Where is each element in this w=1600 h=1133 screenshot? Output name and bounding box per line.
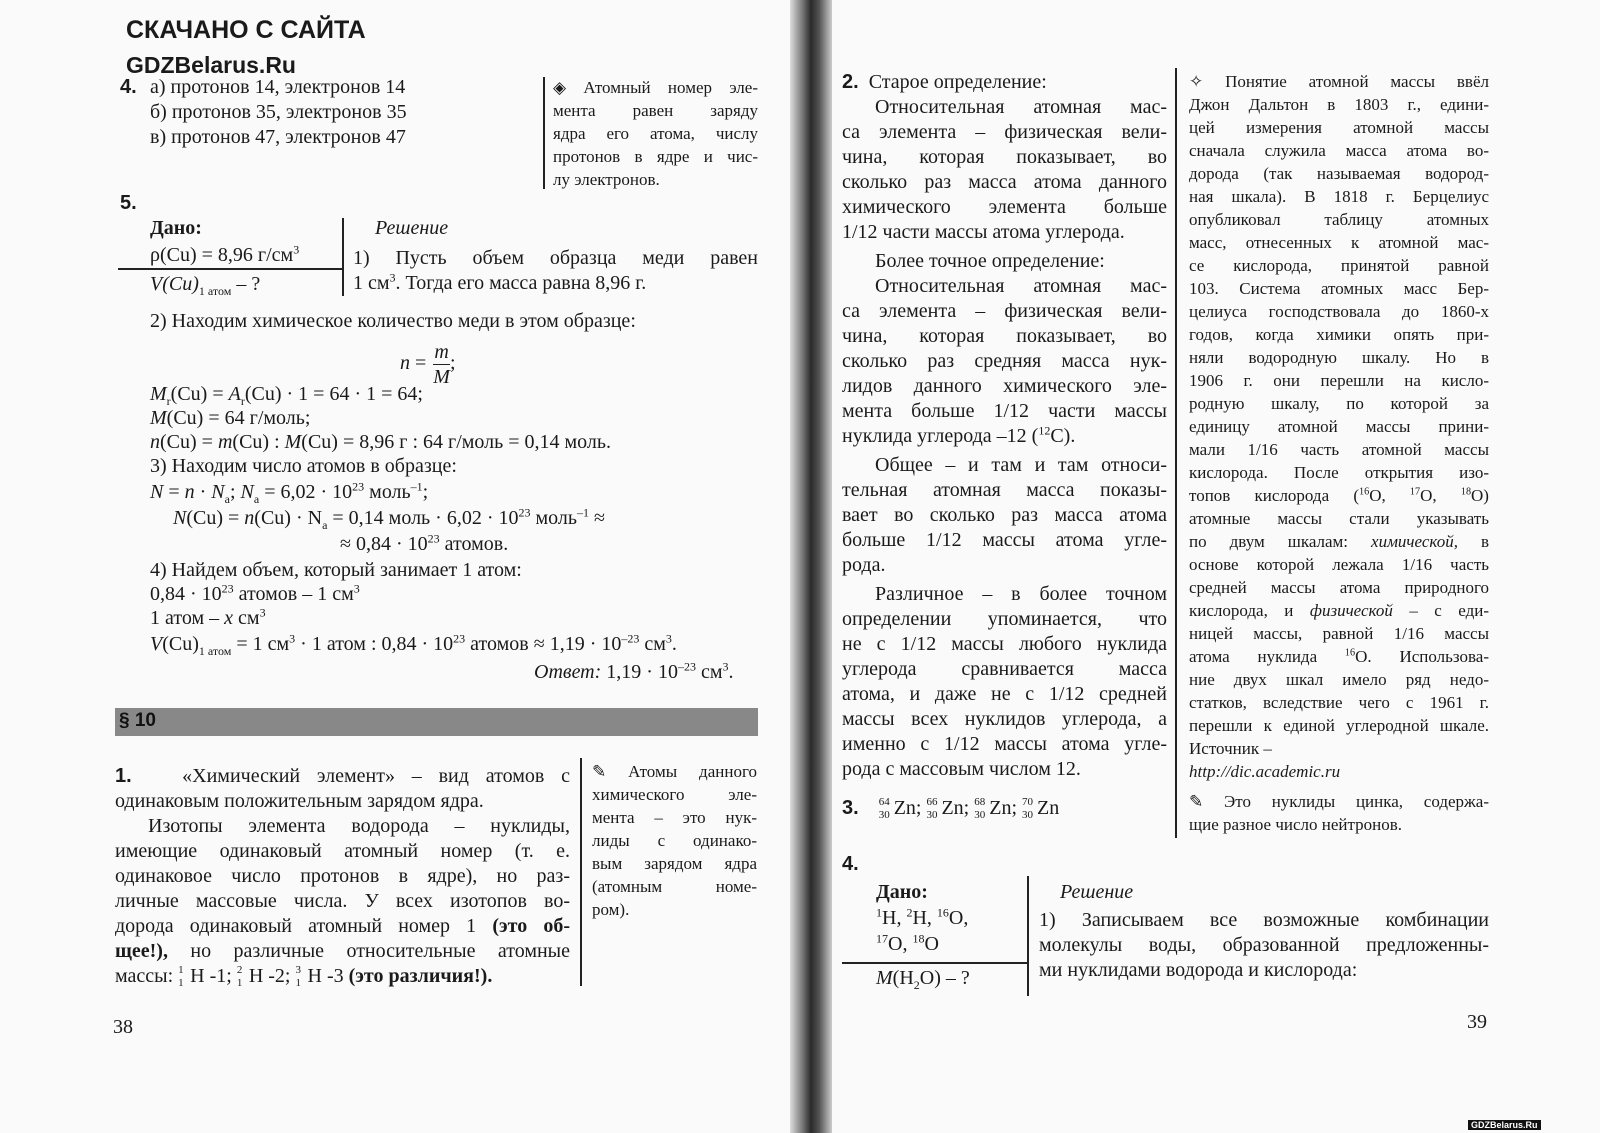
left-page: [0, 0, 790, 1133]
section-title: § 10: [119, 710, 156, 731]
section-bar: [115, 708, 758, 736]
source-link[interactable]: http://dic.academic.ru: [1189, 762, 1341, 781]
q5-step4: 4) Найдем объем, который занимает 1 атом:: [150, 559, 522, 581]
q3-text: 3. 64 30 Zn; 66 30 Zn; 68 30 Zn; 70 30 Zn: [842, 796, 1060, 822]
watermark-footer: GDZBelarus.Ru: [1468, 1120, 1541, 1130]
q3-note: ✎ Это нуклиды цинка, содержа- щие разное число нейтронов.: [1189, 792, 1489, 834]
q4r-given-label: Дано:: [876, 881, 928, 903]
book-gutter: [790, 0, 832, 1133]
q4-note-rule: [543, 77, 545, 189]
q4r-given-1: $^1$H, $^2$H, $^{16}$O,: [876, 905, 969, 929]
q5-eq1: $M_r(Cu) = A_r(Cu) \cdot 1 = 64 \cdot 1 = 64$;: [150, 383, 423, 408]
diamond-icon: ◈: [553, 78, 567, 97]
q4r-given-vrule: [1027, 876, 1029, 996]
nuclide-zn-70: 70 30 Zn: [1022, 796, 1060, 822]
q5-step3: 3) Находим число атомов в образце:: [150, 455, 457, 477]
q2-text: 2. Старое определение: Относительная атомная мас- са элемента – физическая вели- чина, которая показывает, во сколько раз масса атома данного химического элемента больше 1/12 части массы атома углерода. Более точное определение: Относительная атомная мас- са элемента – физическая вели- чина, которая показывает, во сколько раз средняя масса нук- лидов данного химического эле- мента больше 1/12 части массы нуклида углерода –12 ($^{12}$C). Общее – и там и там относи- тельная атомная масса показы- вает во сколько раз масса атома больше 1/12 массы атома угле- рода. Различное – в более точном определении упоминается, что не с 1/12 массы любого нуклида углерода сравнивается масса атома, и даже не с 1/12 средней массы всех нуклидов углерода, а именно с 1/12 массы атома угле- рода с массовым числом 12.: [842, 71, 1167, 780]
q5-formula: n = $\frac{m}{M}$ ;: [400, 341, 456, 388]
watermark-line2: GDZBelarus.Ru: [126, 52, 296, 78]
q4-number: 4.: [120, 76, 137, 98]
q4-line-b: б) протонов 35, электронов 35: [150, 101, 407, 123]
q5-step1: 1) Пусть объем образца меди равен 1 $см^3$. Тогда его масса равна 8,96 г.: [353, 247, 758, 294]
q5-eq5: $N(Cu) = n(Cu) \cdot N_a = 0,14$ моль · $6,02 \cdot 10^{23}$ моль$^{-1}$ ≈: [173, 505, 605, 532]
q4-line-a: а) протонов 14, электронов 14: [150, 76, 406, 98]
q5-eq6: ≈ $0,84 \cdot 10^{23}$ атомов.: [340, 531, 509, 555]
pencil-icon: ✎: [1189, 792, 1204, 811]
q4r-given-2: $^{17}$O, $^{18}$O: [876, 931, 939, 955]
s10-q1-note: ✎ Атомы данного химического эле- мента – это нук- лиды с одинако- вым зарядом ядра (атомным номе- ром).: [592, 762, 757, 919]
star-icon: ✧: [1189, 72, 1204, 91]
q5-step2: 2) Находим химическое количество меди в этом образце:: [150, 310, 636, 332]
q5-solution-label: Решение: [375, 217, 449, 239]
q5-given: ρ(Cu) = 8,96 $г/см^3$: [150, 242, 300, 266]
q4r-number: 4.: [842, 853, 859, 875]
page-number-right: 39: [1467, 1011, 1487, 1033]
q5-eq2: M(Cu) = 64 г/моль;: [150, 407, 311, 429]
q4-line-c: в) протонов 47, электронов 47: [150, 126, 406, 148]
s10-q1-note-rule: [580, 758, 582, 986]
nuclide-zn-64: 64 30 Zn;: [878, 796, 922, 822]
history-note: ✧ Понятие атомной массы ввёл Джон Дальтон в 1803 г., едини- цей измерения атомной массы сначала служила масса атома во- дорода (так называемая водород- ная шкала). В 1818 г. Берцелиус опубликовал таблицу атомных масс, отнесенных к атомной мас- се кислорода, принятой равной 103. Система атомных масс Бер- целиуса господствовала до 1860-х годов, когда химики опять при- няли водородную шкалу. Но в 1906 г. они перешли на кисло- родную шкалу, по которой за единицу атомной массы прини- мали 1/16 часть атомной массы кислорода. После открытия изо- топов кислорода ($^{16}$O, $^{17}$O, $^{18}$O) атомные массы стали указывать по двум шкалам: химической, в основе которой лежала 1/16 часть средней массы атома природного кислорода, и физической – с еди- ницей массы, равной 1/16 массы атома нуклида $^{16}$O. Использова- ние двух шкал имело ряд недо- статков, вследствие чего с 1961 г. перешли к единой углеродной шкале. Источник – http://dic.academic.ru: [1189, 72, 1489, 781]
q5-answer: Ответ: $1,19 \cdot 10^{-23}$ $см^3$.: [534, 659, 734, 683]
q4r-step1: 1) Записываем все возможные комбинации молекулы воды, образованной предложенны- ми нуклидами водорода и кислорода:: [1039, 909, 1489, 981]
q5-eq3: n(Cu) = m(Cu) : M(Cu) = 8,96 г : 64 г/моль = 0,14 моль.: [150, 431, 612, 453]
q5-eq8: 1 атом – x $см^3$: [150, 605, 266, 629]
q5-eq4: $N = n \cdot N_a$; $N_a = 6,02 \cdot 10^{23}$ моль$^{-1}$;: [150, 479, 429, 506]
q5-find: $V(Cu)_{1 атом}$ – ?: [150, 273, 261, 298]
history-note-rule: [1175, 68, 1177, 838]
watermark-line1: СКАЧАНО С САЙТА: [126, 16, 366, 44]
q4r-solution-label: Решение: [1060, 881, 1134, 903]
nuclide-zn-68: 68 30 Zn;: [974, 796, 1018, 822]
q4r-find: $M(H_2O)$ – ?: [876, 967, 970, 992]
nuclide-zn-66: 66 30 Zn;: [926, 796, 970, 822]
q5-given-label: Дано:: [150, 217, 202, 239]
q5-eq7: $0,84 \cdot 10^{23}$ атомов – 1 $см^3$: [150, 581, 360, 605]
right-page: [832, 0, 1600, 1133]
q4-note: ◈ Атомный номер эле- мента равен заряду ядра его атома, числу протонов в ядре и чис- лу электронов.: [553, 78, 758, 189]
s10-q1-text: 1. «Химический элемент» – вид атомов с одинаковым положительным зарядом ядра. Изотопы элемента водорода – нуклиды, имеющие одинаковый атомный номер (т. е. одинаковое число протонов в ядре), но раз- личные массовые числа. У всех изотопов во- дорода одинаковый атомный номер 1 (это об- щее!), но различные относительные атомные массы: 1 1 H -1; 2 1 H -2; 3 1 H -3 (это различия!).: [115, 765, 570, 990]
pencil-icon: ✎: [592, 762, 607, 781]
q5-given-vrule: [342, 218, 344, 296]
q5-given-rule: [118, 268, 342, 270]
q4r-given-rule: [842, 962, 1027, 964]
q5-eq9: $V(Cu)_{1 атом} = 1$ $см^3 \cdot 1$ атом : $0,84 \cdot 10^{23}$ атомов ≈ $1,19 \cdot 10^{-23}$ $см^3$.: [150, 631, 677, 658]
q5-number: 5.: [120, 192, 137, 214]
page-number-left: 38: [113, 1016, 133, 1038]
